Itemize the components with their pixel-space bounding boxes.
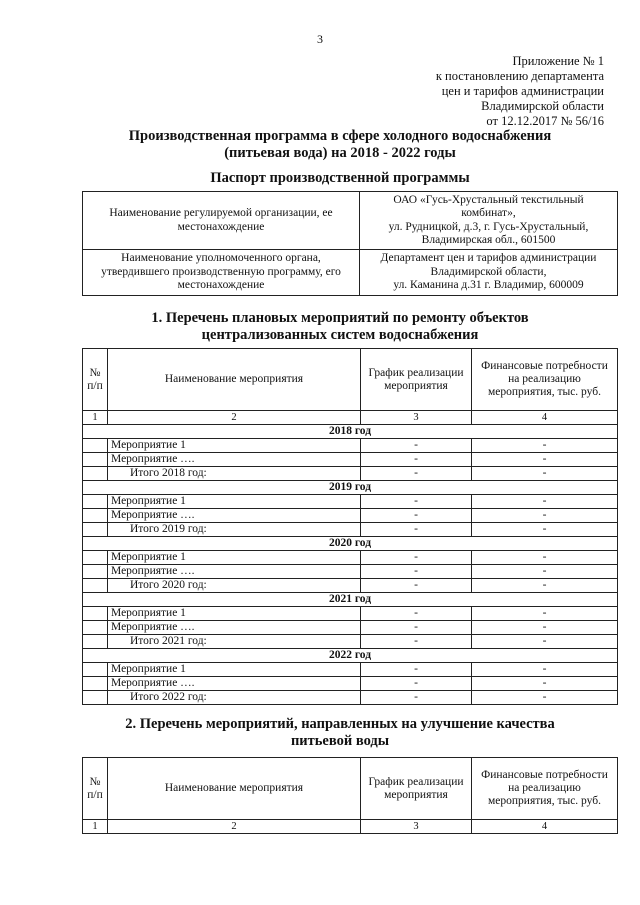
program-title-line2: (питьевая вода) на 2018 - 2022 годы: [224, 145, 456, 161]
annex-line: Приложение № 1: [512, 54, 604, 68]
schedule-cell: -: [361, 439, 472, 453]
finance-cell: -: [472, 551, 618, 565]
col-number: 4: [472, 820, 618, 834]
passport-org-line: комбинат»,: [461, 207, 516, 219]
header-schedule: График реализации мероприятия: [361, 758, 472, 820]
finance-cell: -: [472, 439, 618, 453]
col-number: 3: [361, 411, 472, 425]
event-name: Мероприятие 1: [108, 551, 361, 565]
schedule-cell: -: [361, 509, 472, 523]
schedule-cell: -: [361, 691, 472, 705]
event-name: Мероприятие 1: [108, 607, 361, 621]
finance-cell: -: [472, 509, 618, 523]
finance-cell: -: [472, 677, 618, 691]
schedule-cell: -: [361, 663, 472, 677]
schedule-cell: -: [361, 635, 472, 649]
annex-line: от 12.12.2017 № 56/16: [486, 114, 604, 128]
year-header: 2019 год: [83, 481, 618, 495]
passport-title: Паспорт производственной программы: [210, 170, 470, 186]
col-number: 2: [108, 820, 361, 834]
col-number: 2: [108, 411, 361, 425]
passport-authority-line: Департамент цен и тарифов администрации: [380, 252, 597, 265]
passport-authority-line: Владимирской области,: [430, 265, 547, 278]
finance-cell: -: [472, 565, 618, 579]
finance-cell: -: [472, 635, 618, 649]
total-label: Итого 2019 год:: [108, 523, 361, 537]
finance-cell: -: [472, 607, 618, 621]
event-name: Мероприятие ….: [108, 621, 361, 635]
header-finance: Финансовые потребности на реализацию мероприятия, тыс. руб.: [472, 349, 618, 411]
year-header: 2020 год: [83, 537, 618, 551]
header-num: № п/п: [83, 349, 108, 411]
page-number: 3: [317, 32, 323, 46]
schedule-cell: -: [361, 523, 472, 537]
total-label: Итого 2020 год:: [108, 579, 361, 593]
schedule-cell: -: [361, 467, 472, 481]
total-label: Итого 2022 год:: [108, 691, 361, 705]
passport-org-line: ОАО «Гусь-Хрустальный текстильный: [393, 193, 584, 206]
finance-cell: -: [472, 523, 618, 537]
annex-block: [436, 54, 604, 129]
passport-org-line: ул. Рудницкой, д.3, г. Гусь-Хрустальный,: [388, 220, 589, 233]
total-label: Итого 2018 год:: [108, 467, 361, 481]
passport-authority-value: [360, 250, 618, 296]
total-label: Итого 2021 год:: [108, 635, 361, 649]
passport-authority-line: ул. Каманина д.31 г. Владимир, 600009: [393, 279, 584, 292]
finance-cell: -: [472, 579, 618, 593]
section2-title: [60, 716, 620, 750]
annex-line: Владимирской области: [481, 99, 604, 113]
finance-cell: -: [472, 621, 618, 635]
event-name: Мероприятие ….: [108, 453, 361, 467]
passport-authority-label: Наименование уполномоченного органа, утвердившего производственную программу, его местонахождение: [83, 250, 360, 296]
header-schedule: График реализации мероприятия: [361, 349, 472, 411]
finance-cell: -: [472, 467, 618, 481]
header-num: № п/п: [83, 758, 108, 820]
program-title-line1: Производственная программа в сфере холодного водоснабжения: [128, 128, 552, 144]
section2-title-line2: питьевой воды: [290, 733, 390, 749]
year-header: 2018 год: [83, 425, 618, 439]
event-name: Мероприятие 1: [108, 663, 361, 677]
header-name: Наименование мероприятия: [108, 349, 361, 411]
schedule-cell: -: [361, 453, 472, 467]
event-name: Мероприятие 1: [108, 439, 361, 453]
section1-title: [60, 310, 620, 344]
schedule-cell: -: [361, 495, 472, 509]
passport-org-label: Наименование регулируемой организации, ее местонахождение: [83, 192, 360, 250]
schedule-cell: -: [361, 565, 472, 579]
schedule-cell: -: [361, 579, 472, 593]
passport-org-value: [360, 192, 618, 250]
events-table-1: [82, 348, 618, 705]
schedule-cell: -: [361, 607, 472, 621]
annex-line: к постановлению департамента: [435, 69, 604, 83]
passport-org-line: Владимирская обл., 601500: [421, 234, 556, 246]
year-header: 2022 год: [83, 649, 618, 663]
event-name: Мероприятие ….: [108, 509, 361, 523]
event-name: Мероприятие ….: [108, 677, 361, 691]
event-name: Мероприятие 1: [108, 495, 361, 509]
header-finance: Финансовые потребности на реализацию мероприятия, тыс. руб.: [472, 758, 618, 820]
year-header: 2021 год: [83, 593, 618, 607]
schedule-cell: -: [361, 677, 472, 691]
schedule-cell: -: [361, 621, 472, 635]
col-number: 3: [361, 820, 472, 834]
events-table-2: [82, 757, 618, 834]
col-number: 1: [83, 411, 108, 425]
finance-cell: -: [472, 691, 618, 705]
section2-title-line1: 2. Перечень мероприятий, направленных на улучшение качества: [125, 716, 555, 732]
finance-cell: -: [472, 453, 618, 467]
event-name: Мероприятие ….: [108, 565, 361, 579]
col-number: 4: [472, 411, 618, 425]
col-number: 1: [83, 820, 108, 834]
finance-cell: -: [472, 495, 618, 509]
schedule-cell: -: [361, 551, 472, 565]
annex-line: цен и тарифов администрации: [441, 84, 604, 98]
program-title: [60, 128, 620, 162]
section1-title-line1: 1. Перечень плановых мероприятий по ремонту объектов: [151, 310, 529, 326]
header-name: Наименование мероприятия: [108, 758, 361, 820]
passport-table: [82, 191, 618, 296]
finance-cell: -: [472, 663, 618, 677]
section1-title-line2: централизованных систем водоснабжения: [201, 327, 479, 343]
